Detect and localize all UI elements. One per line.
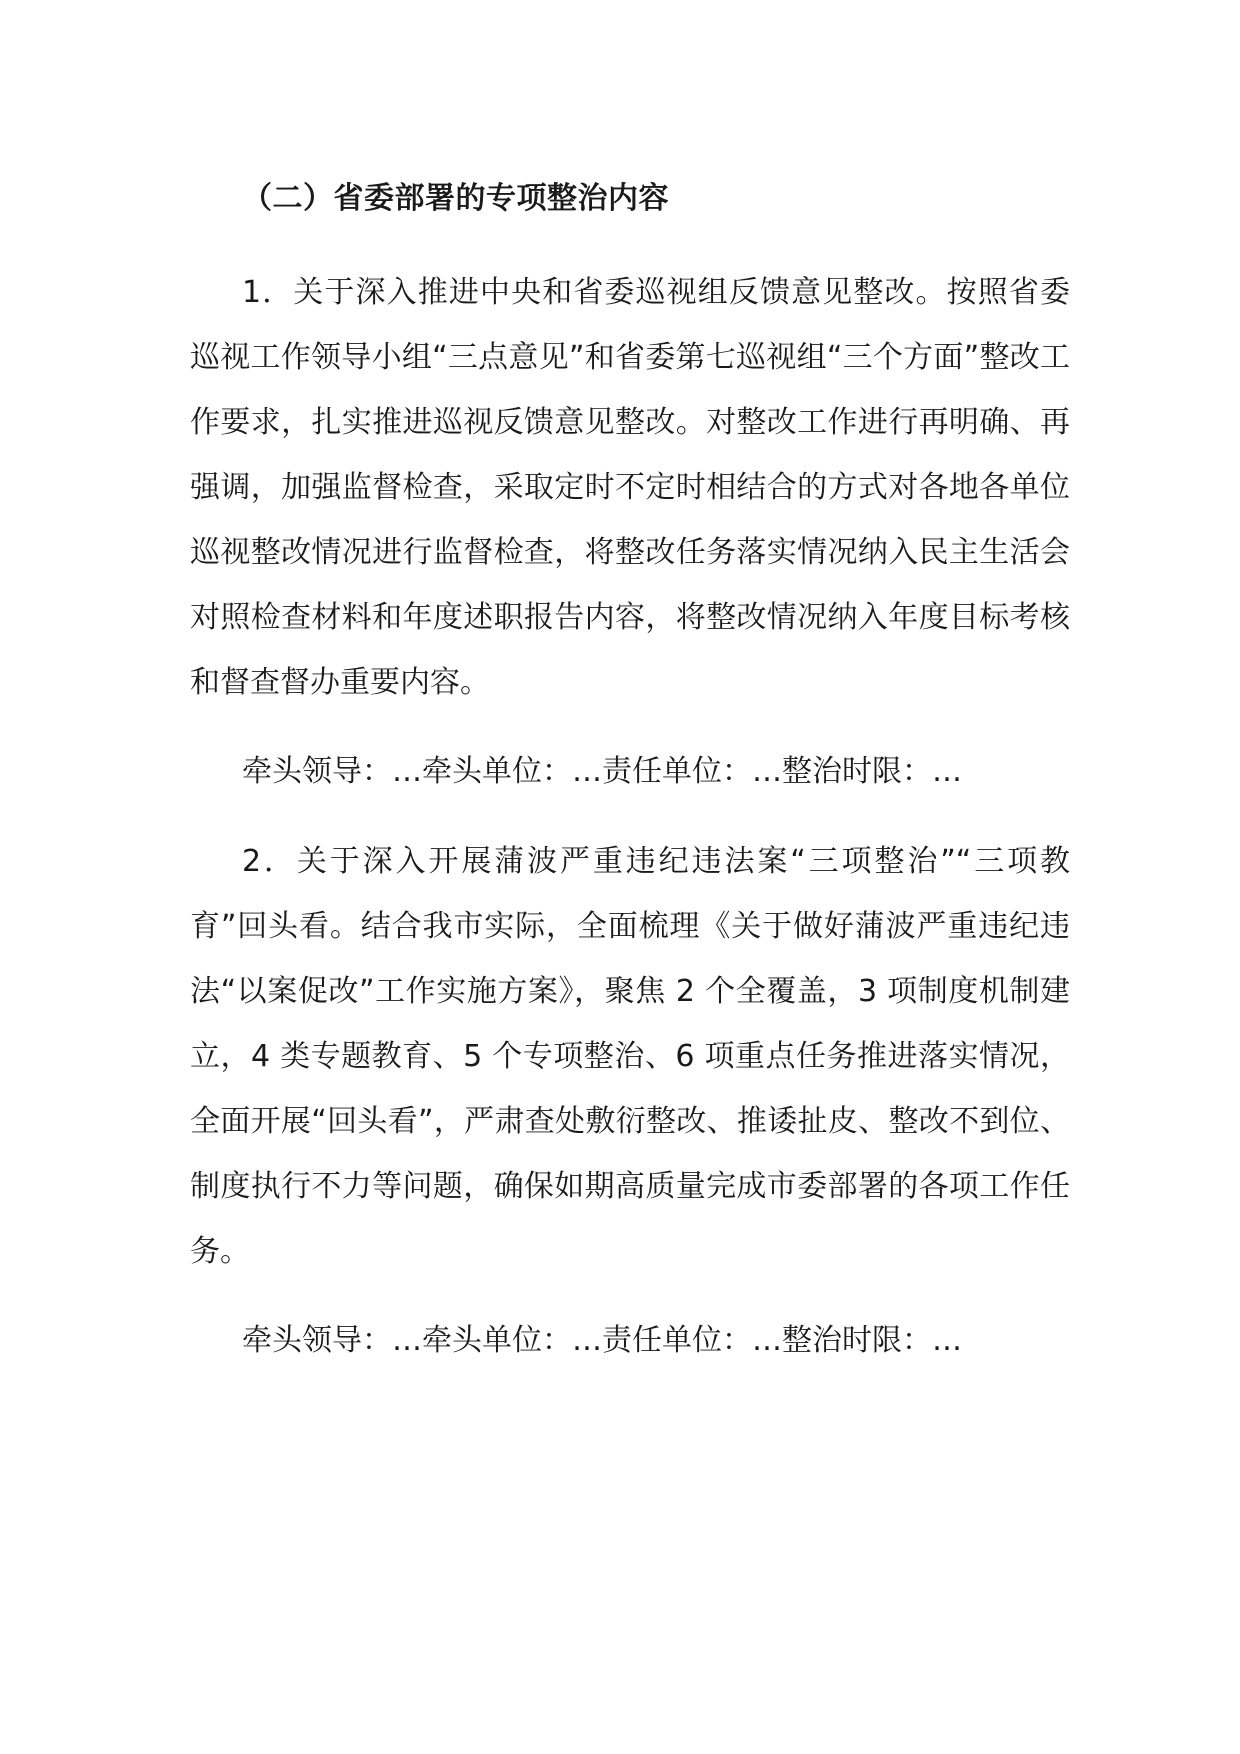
section-heading: （二）省委部署的专项整治内容 [242,181,669,216]
item-2-lead-line: 牵头领导：…牵头单位：…责任单位：…整治时限：… [242,1323,962,1358]
item-2-body: 2．关于深入开展蒲波严重违纪违法案“三项整治”“三项教育”回头看。结合我市实际，全面梳理《关于做好蒲波严重违纪违法“以案促改”工作实施方案》，聚焦 2 个全覆盖，3 项制度机制建立，4 类专题教育、5 个专项整治、6 项重点任务推进落实情况，全面开展“回头看”，严肃查处敷衍整改、推诿扯皮、整改不到位、制度执行不力等问题，确保如期高质量完成市委部署的各项工作任务。 [190,844,1070,1269]
item-1-body: 1．关于深入推进中央和省委巡视组反馈意见整改。按照省委巡视工作领导小组“三点意见”和省委第七巡视组“三个方面”整改工作要求，扎实推进巡视反馈意见整改。对整改工作进行再明确、再强调，加强监督检查，采取定时不定时相结合的方式对各地各单位巡视整改情况进行监督检查，将整改任务落实情况纳入民主生活会对照检查材料和年度述职报告内容，将整改情况纳入年度目标考核和督查督办重要内容。 [190,275,1070,700]
item-1-lead-line: 牵头领导：…牵头单位：…责任单位：…整治时限：… [242,754,962,789]
document-page [190,168,1070,1398]
